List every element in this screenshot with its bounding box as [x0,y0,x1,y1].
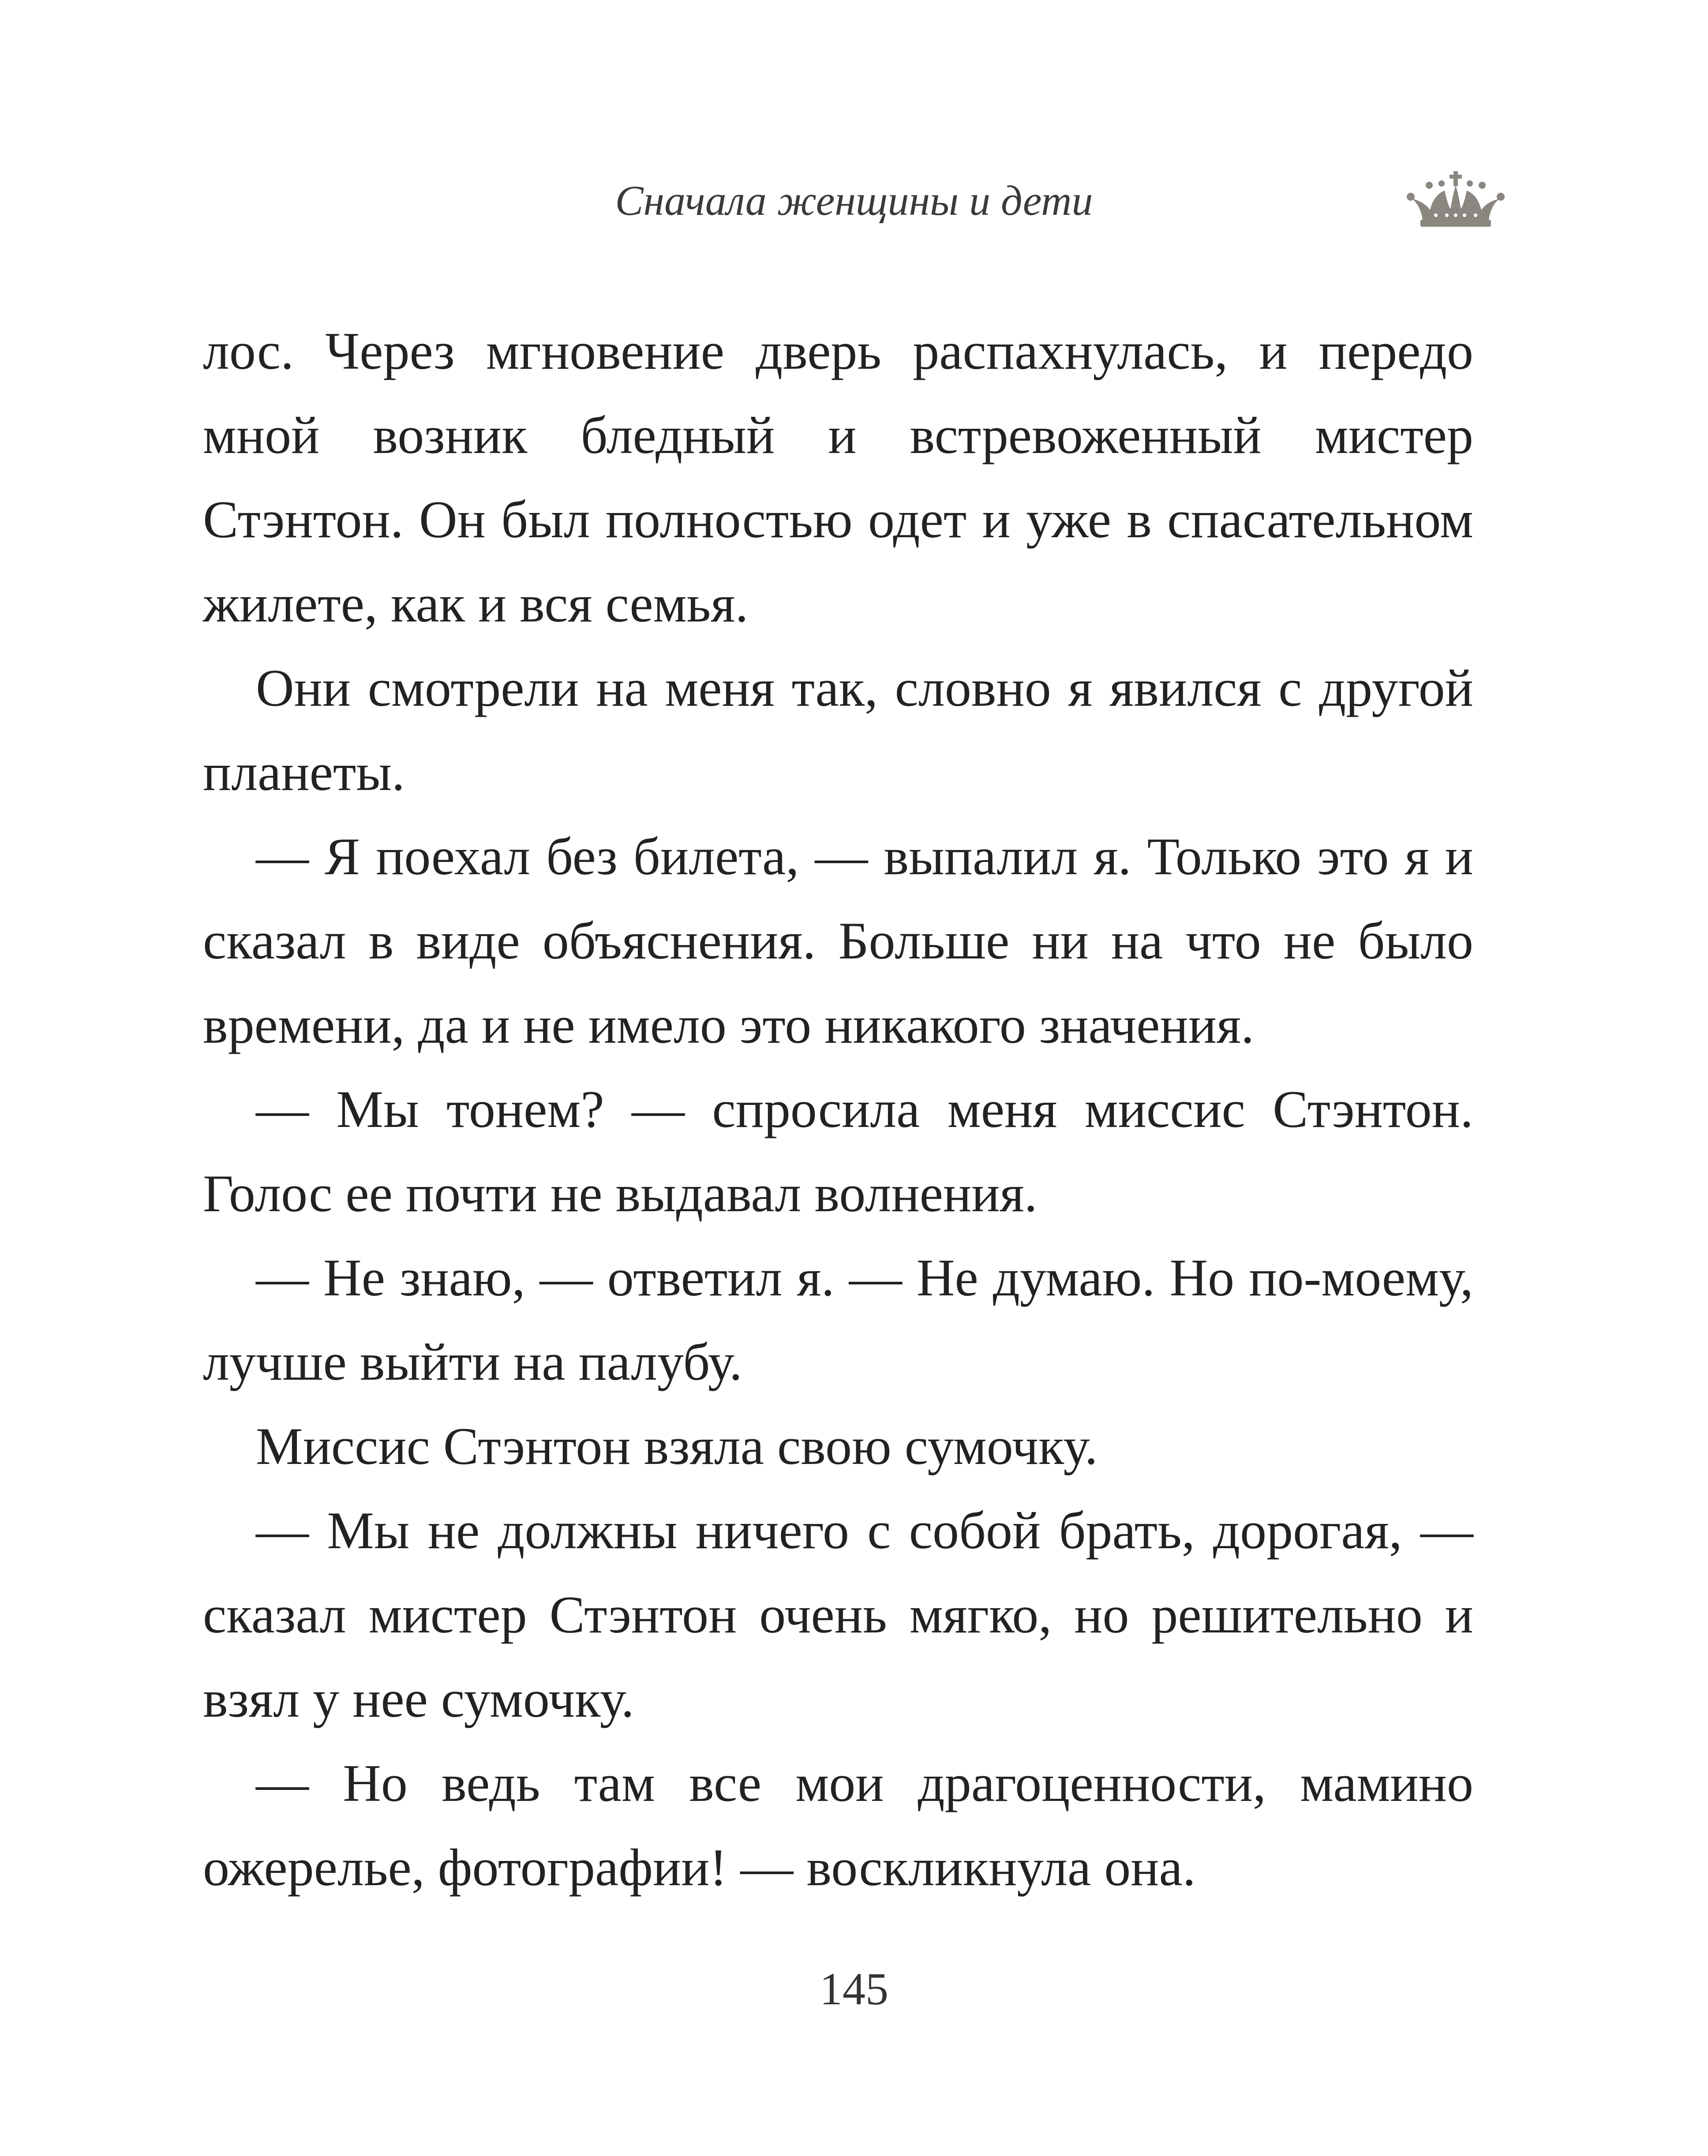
paragraph: — Мы не должны ничего с собой брать, дорогая, — сказал мистер Стэнтон очень мягко, но решительно и взял у нее сумочку. [203,1501,1473,1728]
paragraph: Они смотрели на меня так, словно я явился с другой планеты. [203,659,1473,801]
crown-icon [1403,168,1509,234]
paragraph: — Не знаю, — ответил я. — Не думаю. Но по-моему, лучше выйти на палубу. [203,1248,1473,1391]
paragraph: лос. Через мгновение дверь распахнулась, и передо мной возник бледный и встревоженный мистер Стэнтон. Он был полностью одет и уже в спасательном жилете, как и вся семья. [203,322,1473,633]
page-number: 145 [820,1964,888,2014]
body-text [203,309,1473,1909]
running-title: Сначала женщины и дети [615,177,1093,224]
paragraph: Миссис Стэнтон взяла свою сумочку. [256,1417,1098,1475]
paragraph: — Я поехал без билета, — выпалил я. Только это я и сказал в виде объяснения. Больше ни на что не было времени, да и не имело это никакого значения. [203,827,1473,1054]
paragraph: — Но ведь там все мои драгоценности, мамино ожерелье, фотографии! — воскликнула она. [203,1754,1473,1897]
paragraph: — Мы тонем? — спросила меня миссис Стэнтон. Голос ее почти не выдавал волнения. [203,1080,1473,1223]
